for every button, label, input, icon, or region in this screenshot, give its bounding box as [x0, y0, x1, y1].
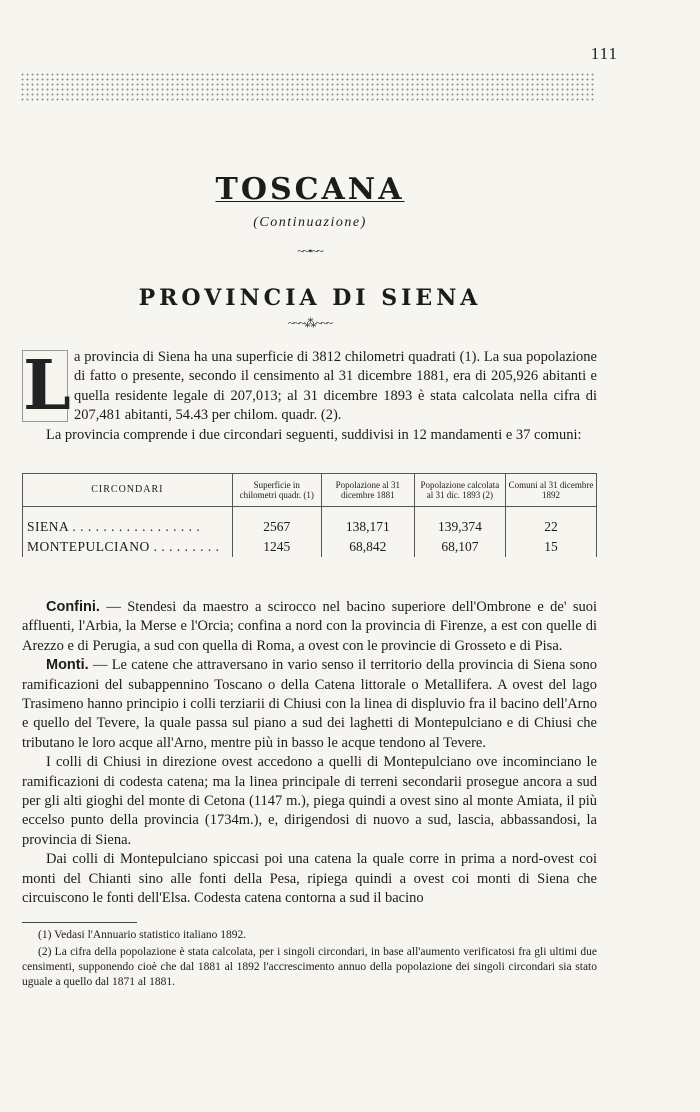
cell-name: MONTEPULCIANO . . . . . . . . .: [23, 537, 233, 557]
province-title: PROVINCIA DI SIENA: [138, 285, 482, 311]
monti-heading: Monti.: [46, 657, 89, 674]
colli-paragraph: I colli di Chiusi in direzione ovest accedono a quelli di Montepulciano ove incominciano le ramificazioni di codesta catena; ma la linea principale di terreni secondarii prosegue ancora a sud per gli alti gioghi del monte di Cetona (1147 m.), piega quindi a ovest sino al monte Amiata, il più eccelso punto della provincia (1734m.), e, dirigendosi di nuovo a sud, lascia, abbassandosi, la provincia di Siena.: [22, 754, 597, 848]
dai-colli-paragraph: Dai colli di Montepulciano spiccasi poi una catena la quale corre in prima a nord-ovest coi monti del Chianti sino alle fonti della Pesa, ripiega quindi a ovest coi monti di Siena che circuiscono le fonti dell'Elsa. Codesta catena contorna a sud il bacino: [22, 851, 597, 907]
ornament-divider-large: ~~~⁂~~~: [288, 316, 332, 330]
table-row: [23, 517, 597, 537]
circondari-table: [22, 473, 597, 557]
header-circondari: CIRCONDARI: [23, 474, 233, 507]
confini-text: — Stendesi da maestro a scirocco nel bacino superiore dell'Ombrone e de' suoi affluenti, l'Arbia, la Merse e l'Orcia; confina a nord con la provincia di Firenze, a est con quelle di Arezzo e di Perugia, a sud con quella di Roma, a ovest con le provincie di Grosseto e di Pisa.: [22, 599, 597, 654]
monti-text: — Le catene che attraversano in vario senso il territorio della provincia di Siena sono ramificazioni del subappennino Toscano o della Catena littorale o Metallifera. A ovest del lago Trasimeno hanno principio i colli terziarii di Chiusi con la linea di displuvio fra il bacino dell'Arno e quello del Tevere, la quale passa sul piano a sud dei laghetti di Montepulciano e di Chiusi che tributano le loro acque all'Arno, mentre più in basso le acque tendono al Tevere.: [22, 657, 597, 751]
header-comuni: Comuni al 31 dicembre 1892: [505, 474, 596, 507]
table-row: [23, 537, 597, 557]
header-superficie: Superficie in chilometri quadr. (1): [232, 474, 321, 507]
cell-pop-1881: 138,171: [321, 517, 414, 537]
drop-cap-initial: L: [23, 346, 71, 426]
cell-pop-1881: 68,842: [321, 537, 414, 557]
cell-comuni: 15: [505, 537, 596, 557]
intro-paragraph: [22, 348, 597, 426]
cell-name: SIENA . . . . . . . . . . . . . . . . .: [23, 517, 233, 537]
ornament-divider: ~~•~~: [297, 244, 323, 258]
body-section: [22, 598, 597, 909]
footnote-divider: [22, 922, 137, 923]
cell-superficie: 1245: [232, 537, 321, 557]
header-pop-1881: Popolazione al 31 dicembre 1881: [321, 474, 414, 507]
page-number: 111: [590, 44, 618, 63]
confini-heading: Confini.: [46, 599, 100, 615]
dotted-header-rule: [20, 72, 596, 102]
footnotes: [22, 928, 597, 992]
monti-paragraph: [22, 656, 597, 753]
intro-text: a provincia di Siena ha una superficie di 3812 chilometri quadrati (1). La sua popolazione di fatto o presente, secondo il censimento al 31 dicembre 1881, era di 205,926 abitanti e quella residente legale di 207,013; al 31 dicembre 1893 è stata calcolata nella cifra di 207,481 abitanti, 54.43 per chilom. quadr. (2).: [74, 349, 597, 424]
cell-pop-1893: 68,107: [414, 537, 505, 557]
region-title: TOSCANA: [215, 172, 405, 207]
confini-paragraph: [22, 598, 597, 656]
region-subtitle: (Continuazione): [253, 215, 367, 230]
cell-superficie: 2567: [232, 517, 321, 537]
circondari-intro: La provincia comprende i due circondari seguenti, suddivisi in 12 mandamenti e 37 comuni:: [46, 426, 582, 443]
footnote-2: (2) La cifra della popolazione è stata calcolata, per i singoli circondari, in base all'aumento verificatosi fra gli ultimi due censimenti, supponendo cioè che dal 1881 al 1892 l'accrescimento annuo della popolazione dei singoli circondari sia stato uguale a quello dal 1871 al 1881.: [22, 946, 597, 988]
intro-section: [22, 348, 597, 445]
footnote-1: (1) Vedasi l'Annuario statistico italiano 1892.: [38, 929, 247, 941]
cell-pop-1893: 139,374: [414, 517, 505, 537]
cell-comuni: 22: [505, 517, 596, 537]
header-pop-1893: Popolazione calcolata al 31 dic. 1893 (2): [414, 474, 505, 507]
